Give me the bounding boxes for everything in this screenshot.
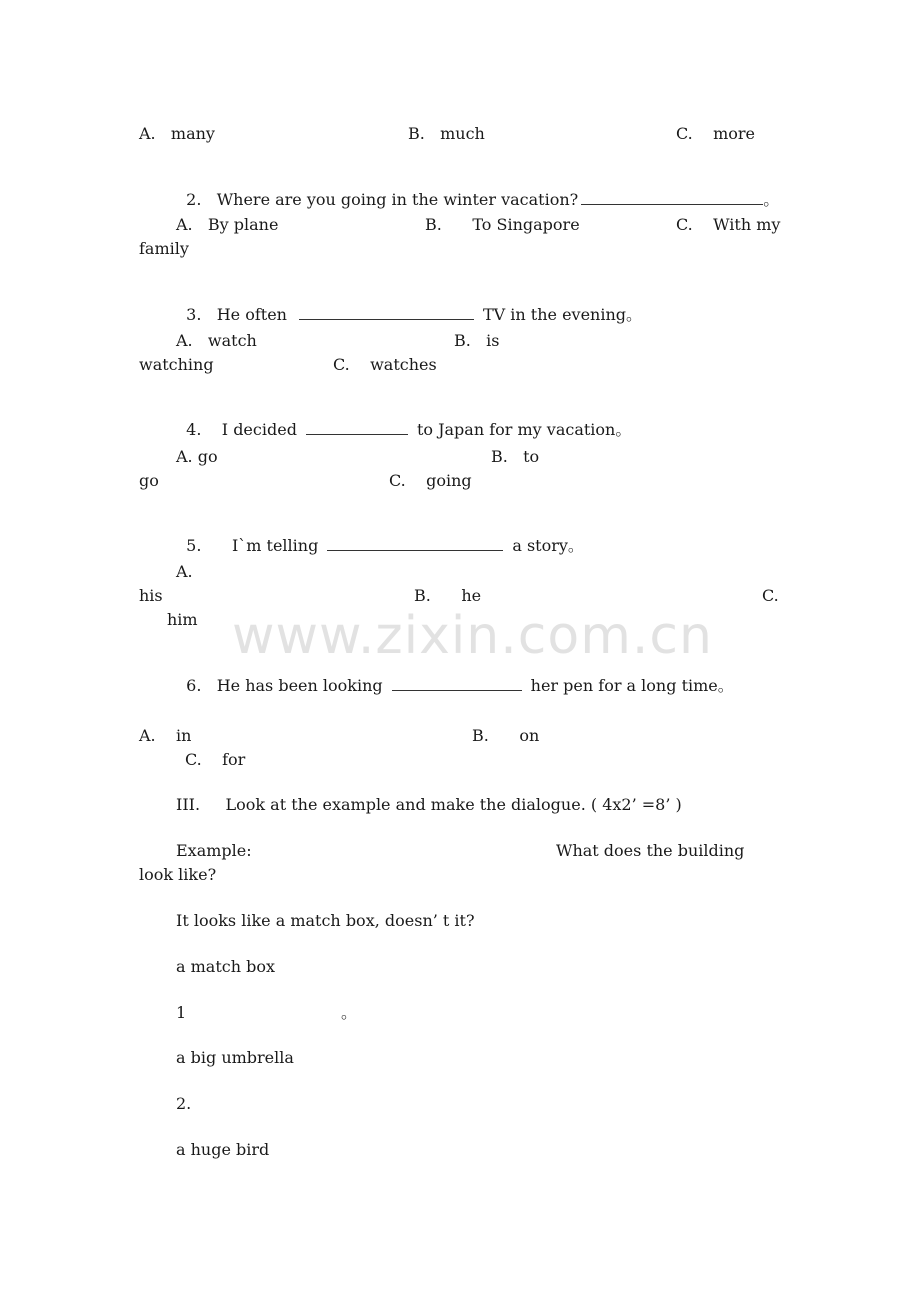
q6-option-a: A. in — [139, 726, 192, 745]
q4-option-b-cont: go — [139, 471, 159, 490]
answer-blank — [327, 536, 503, 551]
q6-option-c: C. for — [185, 750, 246, 769]
option-a: A. many — [139, 124, 215, 143]
example-question-cont: look like? — [139, 865, 217, 884]
answer-blank — [392, 676, 522, 691]
question-2-text: 2. Where are you going in the winter vacation? — [186, 190, 579, 209]
question-4 — [176, 400, 631, 440]
question-6-post: her pen for a long time。 — [530, 676, 734, 695]
example-answer: It looks like a match box, doesn’ t it? — [176, 911, 475, 930]
question-3-pre: 3. He often — [186, 305, 287, 324]
option-b: B. much — [408, 124, 485, 143]
example-question: What does the building — [556, 841, 745, 860]
example-label: Example: — [176, 841, 252, 860]
question-4-post: to Japan for my vacation。 — [416, 420, 632, 439]
question-5-pre: 5. I`m telling — [186, 536, 319, 555]
q2-option-a: A. By plane — [176, 215, 279, 234]
answer-blank — [299, 305, 474, 320]
q5-option-b: B. he — [414, 586, 482, 605]
q3-option-b-cont: watching — [139, 355, 214, 374]
question-3 — [176, 285, 642, 325]
answer-blank — [581, 190, 763, 205]
question-6 — [176, 656, 734, 696]
option-c: C. more — [676, 124, 756, 143]
q5-option-a: A. — [176, 562, 193, 581]
watermark: www.zixin.com.cn — [232, 606, 713, 666]
q5-option-c-cont: him — [167, 610, 198, 629]
q2-option-c: C. With my — [676, 215, 781, 234]
q6-option-b: B. on — [472, 726, 540, 745]
q3-option-c: C. watches — [333, 355, 437, 374]
item-2-number: 2. — [176, 1094, 192, 1113]
q5-option-a-cont: his — [139, 586, 163, 605]
section-heading: III. Look at the example and make the dialogue. ( 4x2’ =8’ ) — [176, 795, 682, 814]
question-2-end: 。 — [763, 190, 780, 209]
q5-option-c: C. — [762, 586, 779, 605]
item-1-number: 1 — [176, 1003, 187, 1022]
q3-option-b: B. is — [454, 331, 500, 350]
item-1-cue: a big umbrella — [176, 1048, 294, 1067]
q2-option-b: B. To Singapore — [425, 215, 580, 234]
q4-option-a: A. go — [176, 447, 218, 466]
question-5-post: a story。 — [512, 536, 584, 555]
question-5 — [176, 516, 584, 556]
question-3-post: TV in the evening。 — [482, 305, 643, 324]
q4-option-c: C. going — [389, 471, 472, 490]
question-4-pre: 4. I decided — [186, 420, 297, 439]
question-6-pre: 6. He has been looking — [186, 676, 383, 695]
item-1-mark: 。 — [341, 1003, 358, 1022]
example-cue: a match box — [176, 957, 276, 976]
q2-option-c-cont: family — [139, 239, 189, 258]
q3-option-a: A. watch — [176, 331, 257, 350]
question-2 — [176, 170, 779, 210]
q4-option-b: B. to — [491, 447, 540, 466]
item-2-cue: a huge bird — [176, 1140, 270, 1159]
answer-blank — [306, 420, 408, 435]
